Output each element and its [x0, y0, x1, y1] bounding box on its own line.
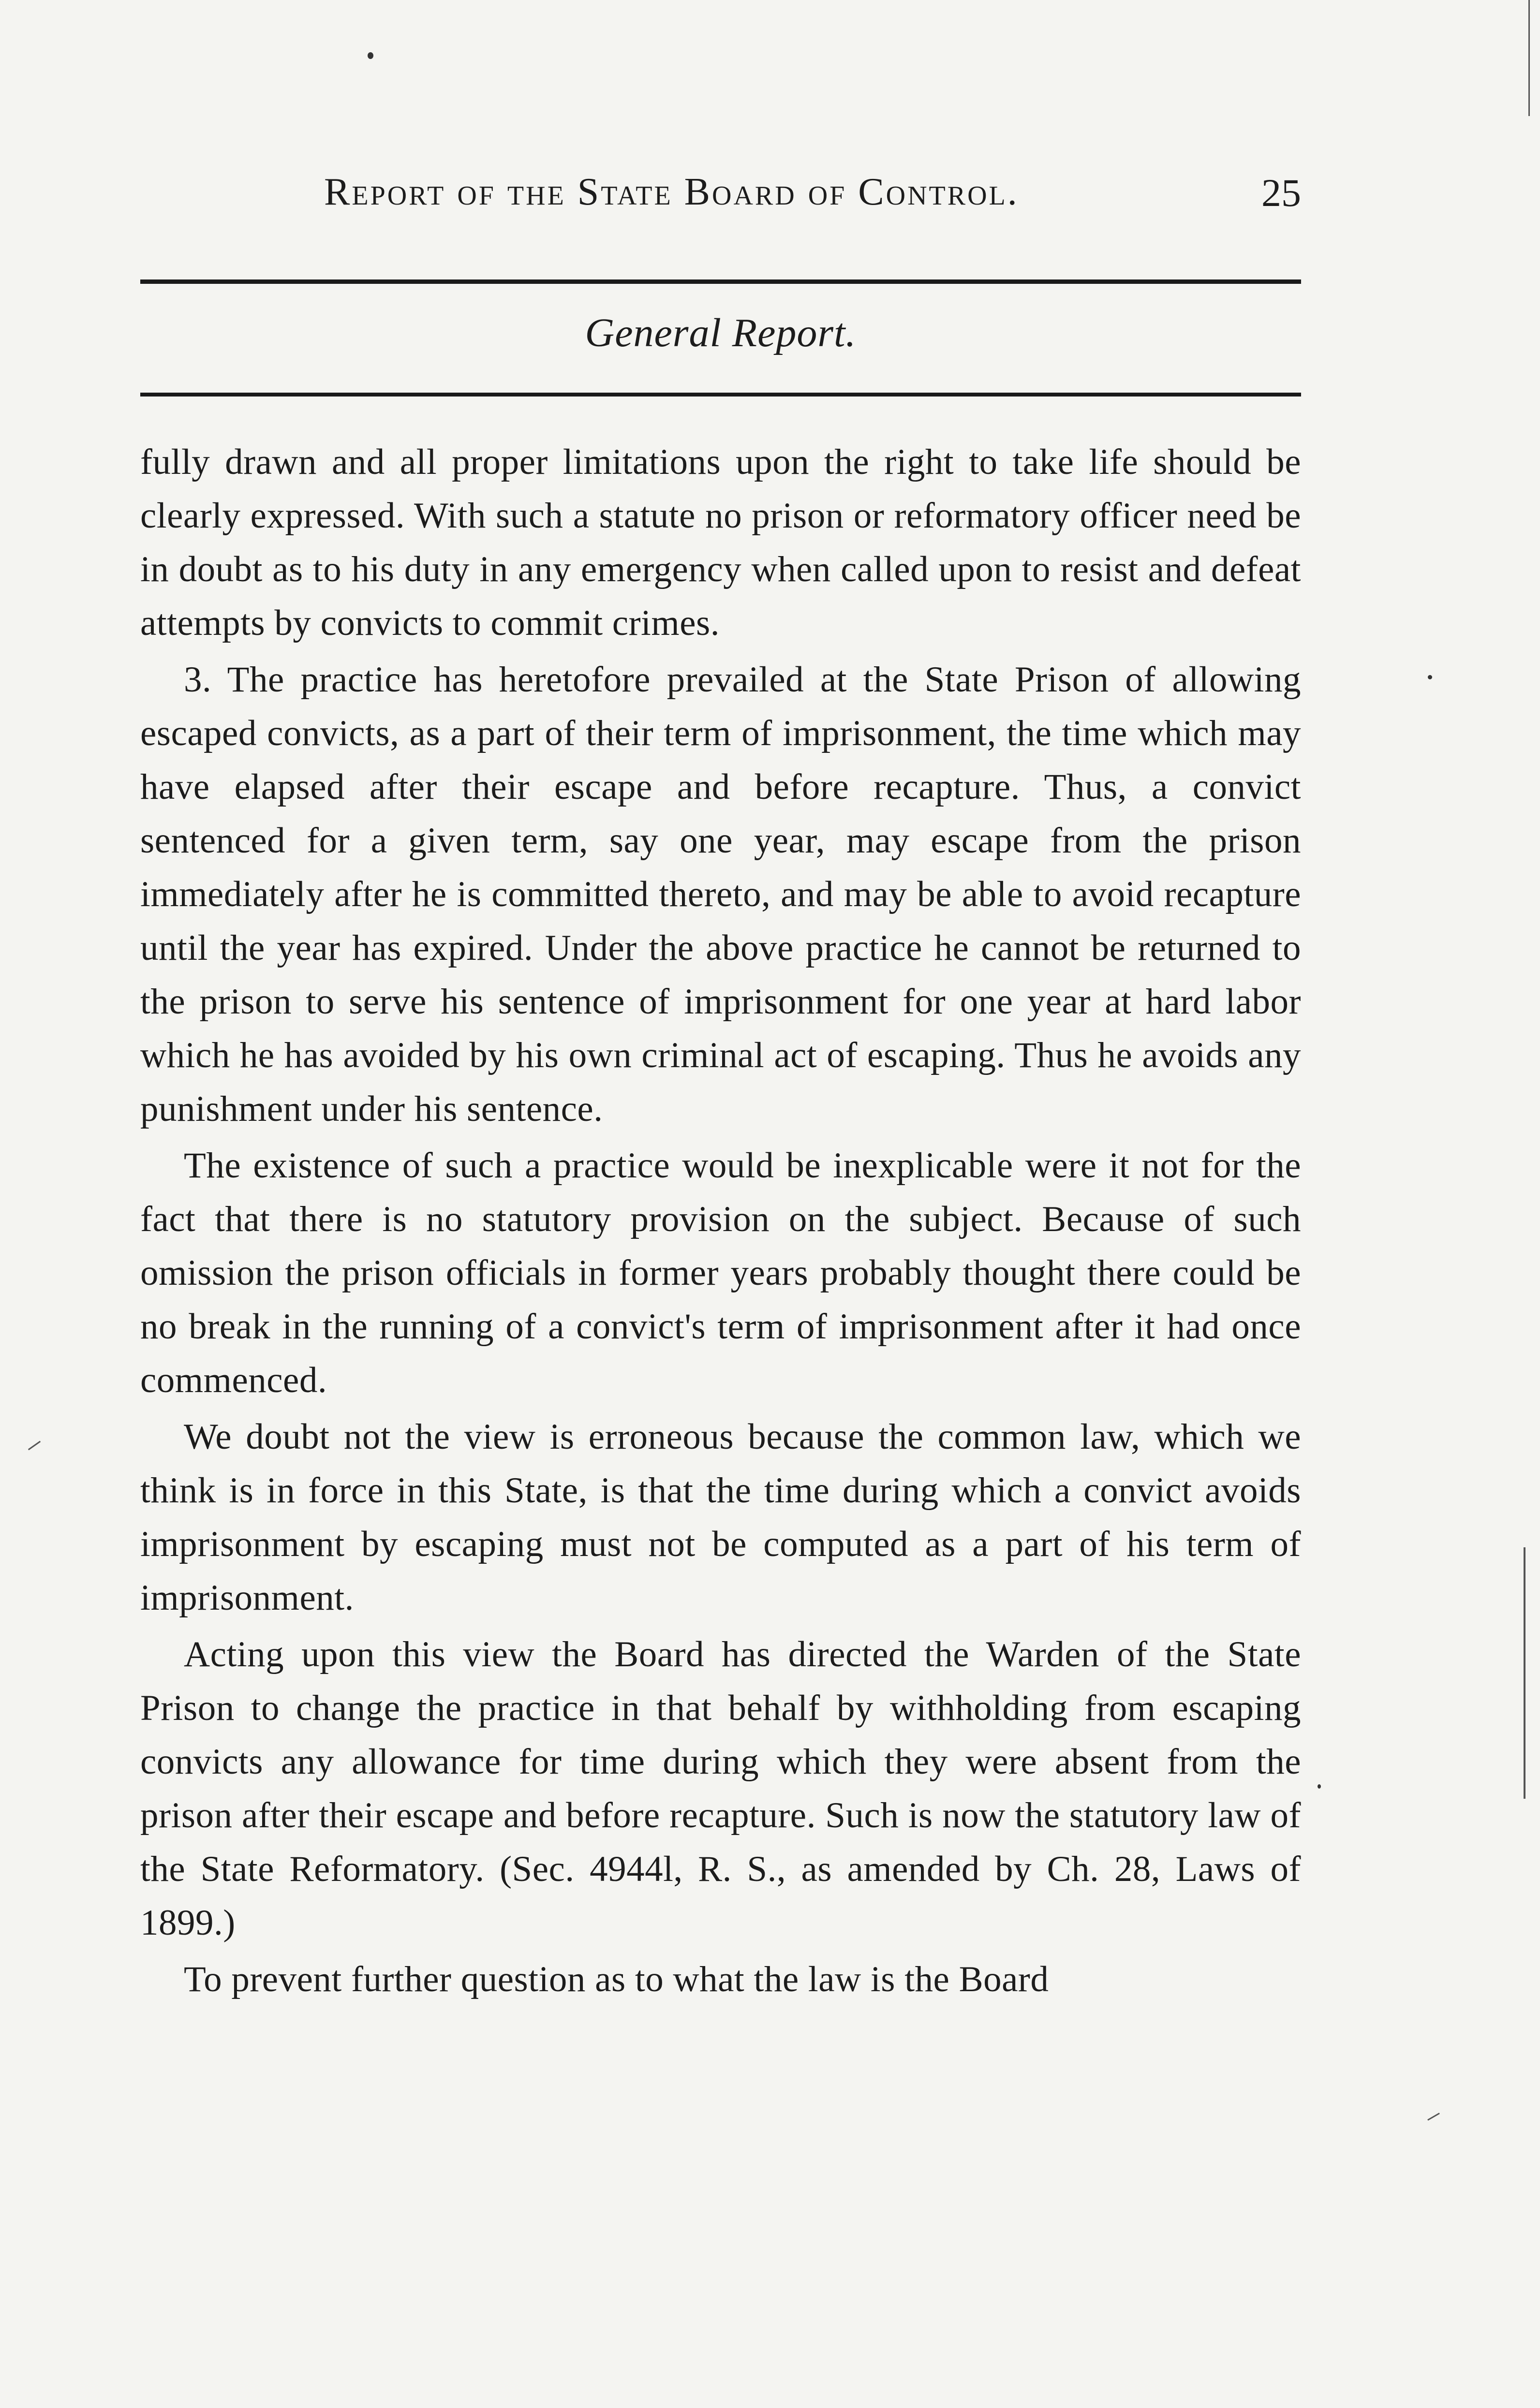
scan-edge-mark: [1528, 0, 1530, 116]
section-title: General Report.: [585, 310, 857, 355]
page-number: 25: [1261, 171, 1301, 215]
body-text: [140, 435, 1301, 2009]
header-rule-bottom: [140, 393, 1301, 396]
scan-edge-mark: [1427, 2113, 1440, 2121]
running-head: [140, 170, 1301, 228]
paragraph: We doubt not the view is erroneous because the common law, which we think is in force in this State, is that the time during which a convict avoids imprisonment by escaping must not be computed as a part of his term of imprisonment.: [140, 1417, 1301, 1618]
paragraph-continued: fully drawn and all proper limitations upon the right to take life should be clearly expressed. With such a statute no prison or reformatory officer need be in doubt as to his duty in any emergency when called upon to resist and defeat attempts by convicts to commit crimes.: [140, 442, 1301, 643]
paragraph: The existence of such a practice would be inexplicable were it not for the fact that there is no statutory provision on the subject. Because of such omission the prison officials in former years probably thought there could be no break in the running of a convict's term of imprisonment after it had once commenced.: [140, 1145, 1301, 1400]
scan-edge-mark: [1524, 1547, 1525, 1799]
running-title: Report of the State Board of Control.: [324, 171, 1019, 213]
scan-speck: [1318, 1784, 1321, 1789]
paragraph: To prevent further question as to what the law is the Board: [184, 1959, 1049, 1999]
scan-edge-mark: [28, 1441, 41, 1451]
header-rule-top: [140, 279, 1301, 284]
scan-speck: [1428, 675, 1432, 679]
paragraph: 3. The practice has heretofore prevailed at the State Prison of allowing escaped convicts, as a part of their term of imprisonment, the time which may have elapsed after their escape and before recapture. Thus, a convict sentenced for a given term, say one year, may escape from the prison immediately after he is committed thereto, and may be able to avoid recapture until the year has expired. Under the above practice he cannot be returned to the prison to serve his sentence of imprisonment for one year at hard labor which he has avoided by his own criminal act of escaping. Thus he avoids any punishment under his sentence.: [140, 660, 1301, 1129]
scan-speck: [368, 52, 373, 59]
paragraph: Acting upon this view the Board has directed the Warden of the State Prison to change the practice in that behalf by withholding from escaping convicts any allowance for time during which they were absent from the prison after their escape and before recapture. Such is now the statutory law of the State Reformatory. (Sec. 4944l, R. S., as amended by Ch. 28, Laws of 1899.): [140, 1634, 1301, 1943]
